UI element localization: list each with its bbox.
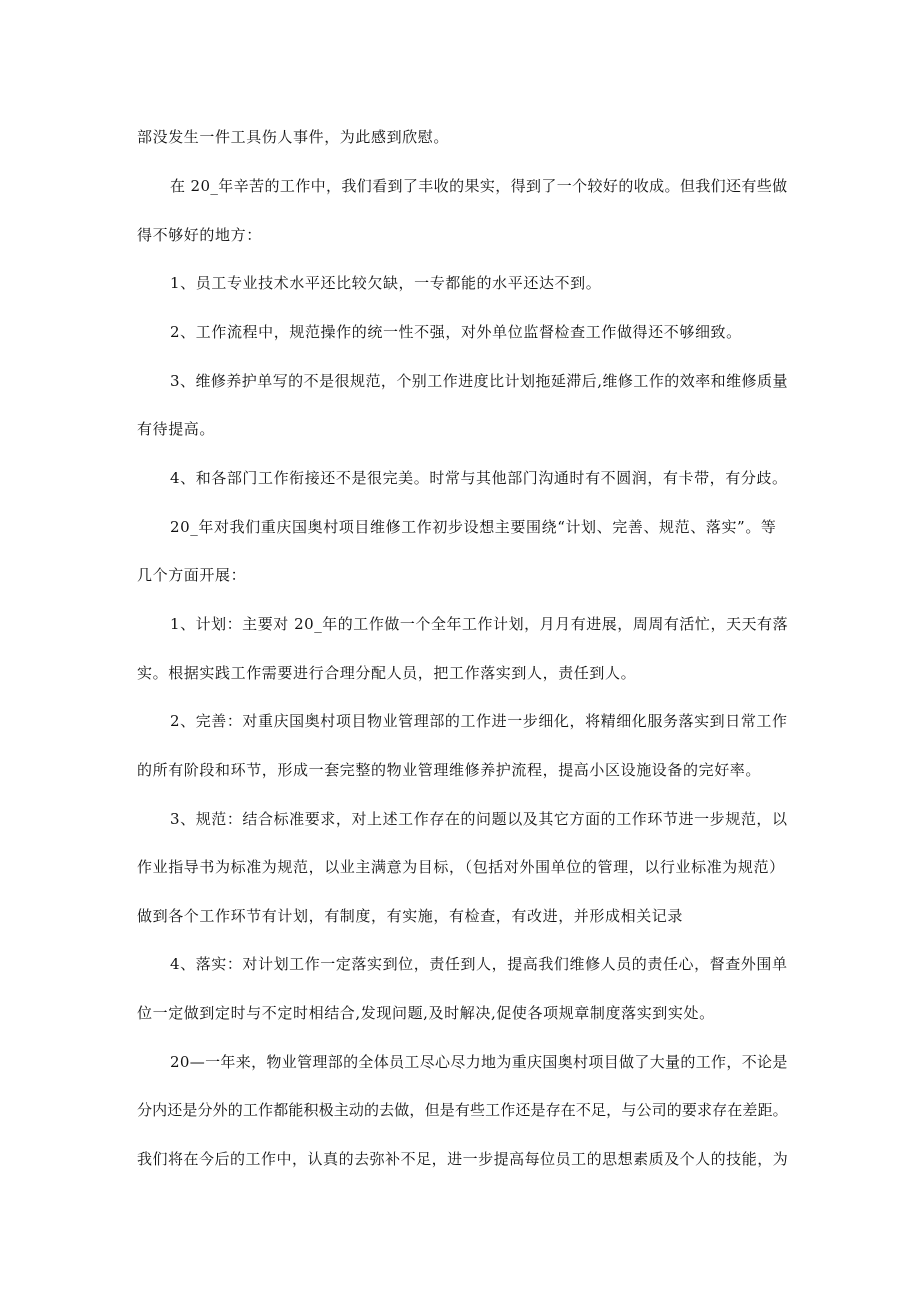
list-item: 3、维修养护单写的不是很规范，个别工作进度比计划拖延滞后,维修工作的效率和维修质量 — [170, 372, 788, 390]
list-item: 4、落实：对计划工作一定落实到位，责任到人，提高我们维修人员的责任心，督查外围单 — [170, 955, 788, 973]
text-line: 位一定做到定时与不定时相结合,发现问题,及时解决,促使各项规章制度落实到实处。 — [137, 1004, 715, 1022]
text-line: 做到各个工作环节有计划，有制度，有实施，有检查，有改进，并形成相关记录 — [137, 907, 684, 925]
text-line: 部没发生一件工具伤人事件，为此感到欣慰。 — [137, 128, 450, 146]
text-line: 有待提高。 — [137, 420, 216, 438]
paragraph-start: 在 20_年辛苦的工作中，我们看到了丰收的果实，得到了一个较好的收成。但我们还有些做 — [170, 177, 788, 195]
text-line: 分内还是分外的工作都能积极主动的去做，但是有些工作还是存在不足，与公司的要求存在差距。 — [137, 1101, 788, 1119]
list-item: 1、员工专业技术水平还比较欠缺，一专都能的水平还达不到。 — [170, 274, 602, 292]
list-item: 1、计划：主要对 20_年的工作做一个全年工作计划，月月有进展，周周有活忙，天天有落 — [170, 615, 789, 633]
list-item: 2、工作流程中，规范操作的统一性不强，对外单位监督检查工作做得还不够细致。 — [170, 323, 742, 341]
text-line: 的所有阶段和环节，形成一套完整的物业管理维修养护流程，提高小区设施设备的完好率。 — [137, 761, 762, 779]
text-line: 得不够好的地方： — [137, 226, 262, 244]
paragraph-start: 20—一年来，物业管理部的全体员工尽心尽力地为重庆国奥村项目做了大量的工作，不论是 — [170, 1053, 788, 1071]
text-line: 我们将在今后的工作中，认真的去弥补不足，进一步提高每位员工的思想素质及个人的技能，为 — [137, 1150, 789, 1168]
text-line: 实。根据实践工作需要进行合理分配人员，把工作落实到人，责任到人。 — [137, 664, 637, 682]
text-line: 几个方面开展： — [137, 566, 247, 584]
paragraph-start: 20_年对我们重庆国奥村项目维修工作初步设想主要围绕“计划、完善、规范、落实”。等 — [170, 518, 777, 536]
list-item: 2、完善：对重庆国奥村项目物业管理部的工作进一步细化，将精细化服务落实到日常工作 — [170, 712, 788, 730]
text-line: 作业指导书为标准为规范，以业主满意为目标，（包括对外围单位的管理，以行业标准为规范） — [137, 858, 785, 876]
list-item: 3、规范：结合标准要求，对上述工作存在的问题以及其它方面的工作环节进一步规范，以 — [170, 810, 788, 828]
list-item: 4、和各部门工作衔接还不是很完美。时常与其他部门沟通时有不圆润，有卡带，有分歧。 — [170, 469, 788, 487]
